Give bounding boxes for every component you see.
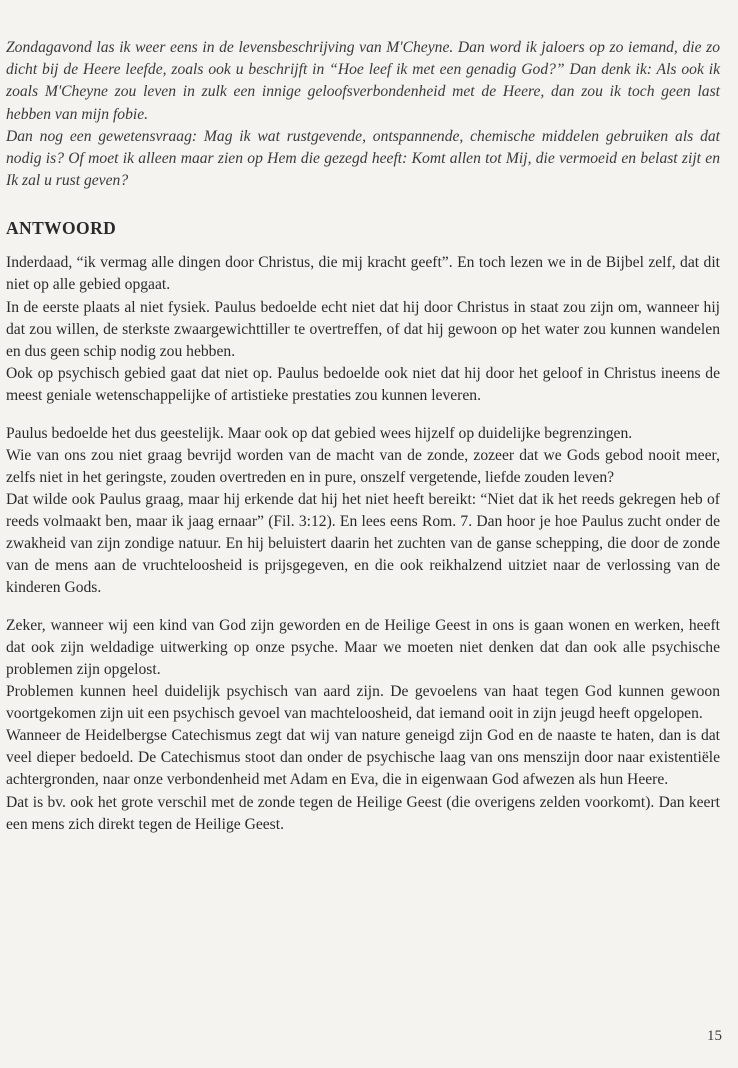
answer-paragraph-7: Zeker, wanneer wij een kind van God zijn geworden en de Heilige Geest in ons is gaan wonen en werken, heeft dat ook zijn weldadige uitwerking op onze psyche. Maar we moeten niet denken dat dan ook alle psychische problemen zijn opgelost. — [6, 617, 720, 679]
answer-paragraph-10: Dat is bv. ook het grote verschil met de zonde tegen de Heilige Geest (die overigens zelden voorkomt). Dan keert een mens zich direkt tegen de Heilige Geest. — [6, 793, 720, 833]
answer-paragraph-2: In de eerste plaats al niet fysiek. Paulus bedoelde echt niet dat hij door Christus in staat zou zijn om, wanneer hij dat zou willen, de sterkste zwaargewichttiller te overtreffen, of dat hij gewoon op het water zou kunnen wandelen en dus geen schip nodig zou hebben. — [6, 298, 720, 360]
answer-paragraph-1: Inderdaad, “ik vermag alle dingen door Christus, die mij kracht geeft”. En toch lezen we in de Bijbel zelf, dat dit niet op alle gebied opgaat. — [6, 254, 720, 294]
answer-text — [6, 252, 720, 835]
page-number: 15 — [707, 1028, 722, 1044]
answer-paragraph-6: Dat wilde ook Paulus graag, maar hij erkende dat hij het niet heeft bereikt: “Niet dat ik het reeds gekregen heb of reeds volmaakt ben, maar ik jaag ernaar” (Fil. 3:12). En lees eens Rom. 7. Dan hoor je hoe Paulus zucht onder de zwakheid van zijn zondige natuur. En hij beluistert daarin het zuchten van de ganse schepping, die door de zonde van de mens aan de vruchteloosheid is prijsgegeven, en die ook reikhalzend uitziet naar de verlossing van de kinderen Gods. — [6, 490, 720, 597]
question-text — [6, 37, 720, 192]
answer-paragraph-5: Wie van ons zou niet graag bevrijd worden van de macht van de zonde, zozeer dat we Gods gebod nooit meer, zelfs niet in het geringste, zouden overtreden en in pure, onszelf vergetende, liefde zouden leven? — [6, 446, 720, 486]
answer-paragraph-4: Paulus bedoelde het dus geestelijk. Maar ook op dat gebied wees hijzelf op duidelijke begrenzingen. — [6, 424, 633, 442]
answer-paragraph-8: Problemen kunnen heel duidelijk psychisch van aard zijn. De gevoelens van haat tegen God kunnen gewoon voortgekomen zijn uit een psychisch gevoel van machteloosheid, dat iemand ooit in zijn jeugd heeft opgelopen. — [6, 683, 720, 723]
answer-paragraph-3: Ook op psychisch gebied gaat dat niet op. Paulus bedoelde ook niet dat hij door het geloof in Christus ineens de meest geniale wetenschappelijke of artistieke prestaties zou kunnen leveren. — [6, 364, 720, 404]
question-paragraph-2: Dan nog een gewetensvraag: Mag ik wat rustgevende, ontspannende, chemische middelen gebruiken als dat nodig is? Of moet ik alleen maar zien op Hem die gezegd heeft: Komt allen tot Mij, die vermoeid en belast zijt en Ik zal u rust geven? — [6, 127, 720, 190]
question-paragraph-1: Zondagavond las ik weer eens in de levensbeschrijving van M'Cheyne. Dan word ik jaloers op zo iemand, die zo dicht bij de Heere leefde, zoals ook u beschrijft in “Hoe leef ik met een genadig God?” Dan denk ik: Als ook ik zoals M'Cheyne zou leven in zulk een innige geloofsverbondenheid met de Heere, dan zou ik toch geen last hebben van mijn fobie. — [6, 39, 720, 123]
answer-heading: ANTWOORD — [6, 218, 117, 239]
page-content — [6, 37, 720, 836]
answer-paragraph-9: Wanneer de Heidelbergse Catechismus zegt dat wij van nature geneigd zijn God en de naaste te haten, dan is dat veel dieper bedoeld. De Catechismus stoot dan onder de psychische laag van ons menszijn door naar existentiële achtergronden, naar onze verbondenheid met Adam en Eva, die in eigenwaan God afwezen als hun Heere. — [6, 727, 720, 789]
